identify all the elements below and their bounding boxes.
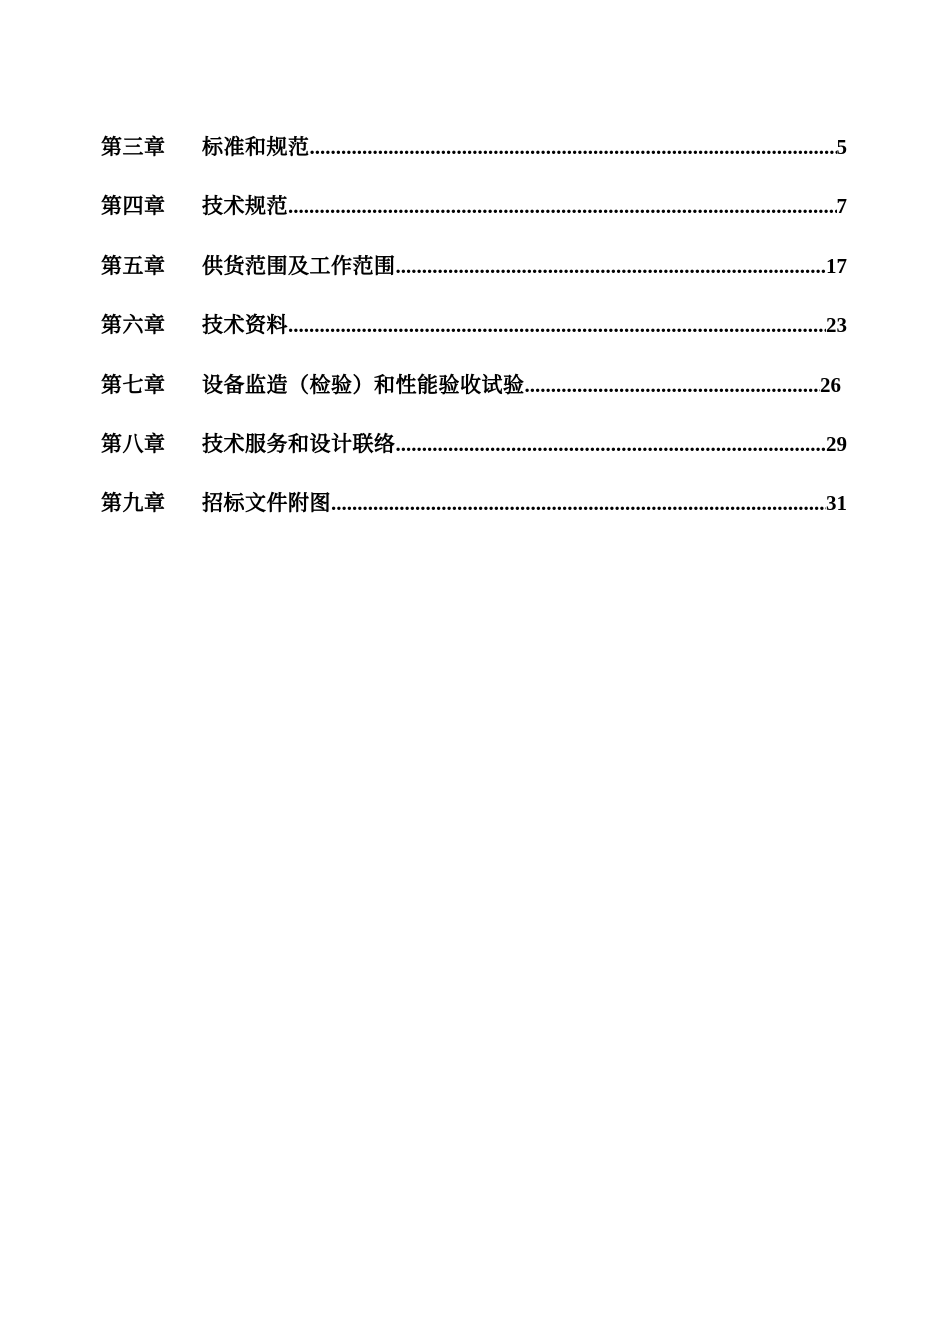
chapter-number: 第八章 — [101, 431, 166, 456]
chapter-title: 标准和规范 — [202, 135, 310, 159]
dot-leader — [331, 491, 826, 516]
chapter-number: 第四章 — [101, 194, 166, 219]
chapter-title: 技术资料 — [202, 313, 288, 338]
toc-entry[interactable] — [101, 250, 847, 309]
page-number: 17 — [826, 253, 847, 278]
chapter-title: 技术服务和设计联络 — [202, 431, 396, 456]
page-number: 7 — [836, 194, 847, 219]
page-number: 31 — [826, 491, 847, 516]
toc-entry[interactable] — [101, 487, 847, 546]
toc-entry[interactable] — [101, 369, 847, 428]
dot-leader — [288, 313, 826, 338]
page-number: 29 — [826, 431, 847, 456]
dot-leader — [396, 254, 827, 279]
chapter-title: 技术规范 — [202, 194, 288, 219]
toc-entry[interactable] — [101, 190, 847, 249]
chapter-title: 设备监造（检验）和性能验收试验 — [202, 372, 525, 397]
dot-leader — [310, 135, 837, 160]
toc-entry[interactable] — [101, 131, 847, 190]
chapter-number: 第六章 — [101, 313, 166, 338]
dot-leader — [525, 373, 821, 398]
page-number: 23 — [826, 313, 847, 338]
chapter-number: 第九章 — [101, 491, 166, 516]
chapter-title: 供货范围及工作范围 — [202, 253, 396, 278]
table-of-contents — [101, 131, 847, 547]
chapter-number: 第五章 — [101, 253, 166, 278]
chapter-title: 招标文件附图 — [202, 491, 331, 516]
toc-entry[interactable] — [101, 309, 847, 368]
page-number: 26 — [820, 372, 841, 397]
toc-entry[interactable] — [101, 428, 847, 487]
dot-leader — [396, 432, 827, 457]
dot-leader — [288, 194, 837, 219]
page-number: 5 — [836, 135, 847, 159]
chapter-number: 第三章 — [101, 135, 166, 159]
chapter-number: 第七章 — [101, 372, 166, 397]
